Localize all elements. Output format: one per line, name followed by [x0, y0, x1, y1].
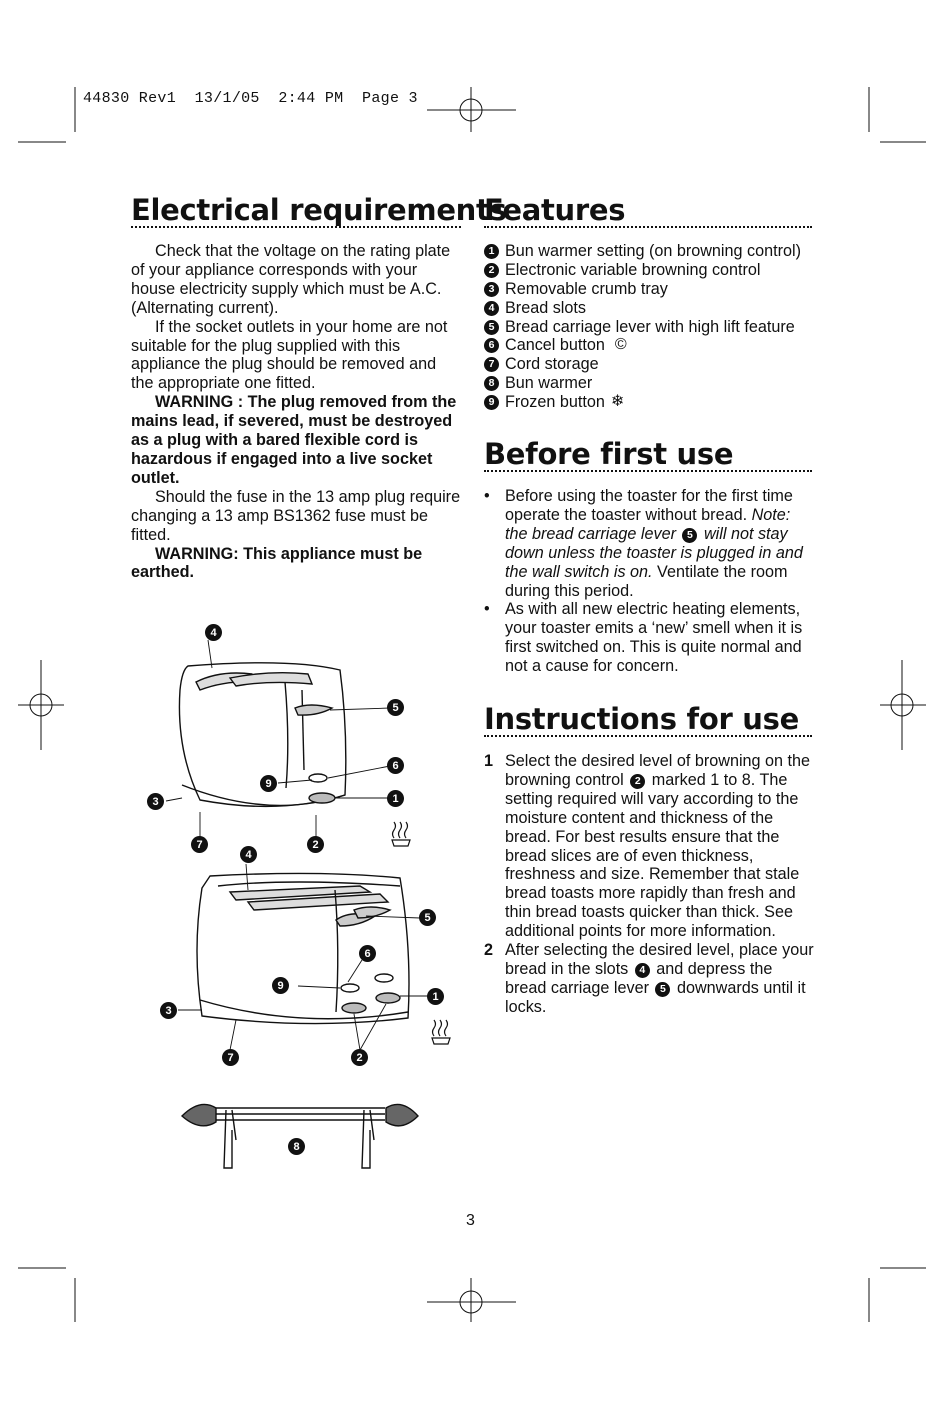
instructions-body	[484, 752, 816, 1017]
callout-bun-warmer-setting: 1	[387, 790, 404, 807]
callout-browning-control: 2	[307, 836, 324, 853]
before-first-use-heading: Before first use	[484, 437, 734, 471]
heading-divider	[131, 226, 461, 228]
bun-warmer-symbol	[392, 822, 450, 1044]
callout-bun-warmer-setting: 1	[427, 988, 444, 1005]
ref-carriage-lever: 5	[655, 982, 670, 997]
features-list	[484, 242, 824, 412]
voltage-paragraph: Check that the voltage on the rating plate of your appliance corresponds with your house electricity supply which must be A.C. (Alternating current).	[131, 242, 451, 317]
feature-item: 4 Bread slots	[484, 299, 824, 318]
feature-item: 9 Frozen button ❄	[484, 393, 824, 412]
callout-crumb-tray: 3	[147, 793, 164, 810]
feature-item: 3 Removable crumb tray	[484, 280, 824, 299]
feature-item: 2 Electronic variable browning control	[484, 261, 824, 280]
earth-warning: WARNING: This appliance must be earthed.	[131, 544, 423, 582]
plug-warning: WARNING : The plug removed from the mains lead, if severed, must be destroyed as a plug with a bared flexible cord is hazardous if engaged into a live socket outlet.	[131, 393, 457, 487]
cancel-symbol-icon: ©	[614, 336, 627, 354]
feature-item: 7 Cord storage	[484, 355, 824, 374]
callout-cancel-button: 6	[387, 757, 404, 774]
callout-bread-slots: 4	[205, 624, 222, 641]
feature-item: 8 Bun warmer	[484, 374, 824, 393]
list-item: • As with all new electric heating elements, your toaster emits a ‘new’ smell when it is first switched on. This is quite normal and not a cause for concern.	[484, 600, 816, 676]
ref-carriage-lever: 5	[682, 528, 697, 543]
electrical-body	[131, 242, 463, 582]
before-first-use-body	[484, 487, 816, 676]
callout-crumb-tray: 3	[160, 1002, 177, 1019]
feature-item: 6 Cancel button ©	[484, 336, 824, 355]
callout-cord-storage: 7	[191, 836, 208, 853]
ref-bread-slots: 4	[635, 963, 650, 978]
callout-frozen-button: 9	[272, 977, 289, 994]
callout-carriage-lever: 5	[387, 699, 404, 716]
bun-warmer-rack-drawing	[182, 1104, 418, 1168]
list-item: 1 Select the desired level of browning on the browning control 2 marked 1 to 8. The setting required will vary according to the moisture content and thickness of the bread. For best results ensure that the bread slices are of even thickness, freshness and size. Remember that stale bread toasts more rapidly than fresh and thin bread toasts quicker than thick. See additional points for more information.	[484, 752, 811, 941]
socket-paragraph: If the socket outlets in your home are not suitable for the plug supplied with this appliance the plug should be removed and the appropriate one fitted.	[131, 317, 448, 393]
feature-item: 5 Bread carriage lever with high lift feature	[484, 318, 824, 337]
heading-divider	[484, 470, 812, 472]
electrical-heading: Electrical requirements	[131, 193, 507, 227]
frozen-symbol-icon: ❄	[610, 393, 625, 411]
heading-divider	[484, 226, 812, 228]
features-heading: Features	[484, 193, 626, 227]
list-item: 2 After selecting the desired level, place your bread in the slots 4 and depress the bread carriage lever 5 downwards until it locks.	[484, 941, 814, 1016]
callout-bun-warmer: 8	[288, 1138, 305, 1155]
callout-carriage-lever: 5	[419, 909, 436, 926]
print-slug-line: 44830 Rev1 13/1/05 2:44 PM Page 3	[83, 90, 418, 107]
toaster-illustrations	[140, 620, 460, 1180]
callout-bread-slots: 4	[240, 846, 257, 863]
heading-divider	[484, 735, 812, 737]
callout-cancel-button: 6	[359, 945, 376, 962]
list-item: • Before using the toaster for the first time operate the toaster without bread. Note: the bread carriage lever 5 will not stay down unless the toaster is plugged in and the wall switch is on. Ventilate the room during this period.	[484, 487, 816, 600]
four-slice-toaster-drawing	[197, 873, 409, 1023]
page-number: 3	[466, 1212, 475, 1229]
callout-browning-control: 2	[351, 1049, 368, 1066]
callout-cord-storage: 7	[222, 1049, 239, 1066]
feature-item: 1 Bun warmer setting (on browning control)	[484, 242, 824, 261]
fuse-paragraph: Should the fuse in the 13 amp plug require changing a 13 amp BS1362 fuse must be fitted.	[131, 487, 461, 544]
ref-browning-control: 2	[630, 774, 645, 789]
instructions-heading: Instructions for use	[484, 702, 799, 736]
callout-frozen-button: 9	[260, 775, 277, 792]
